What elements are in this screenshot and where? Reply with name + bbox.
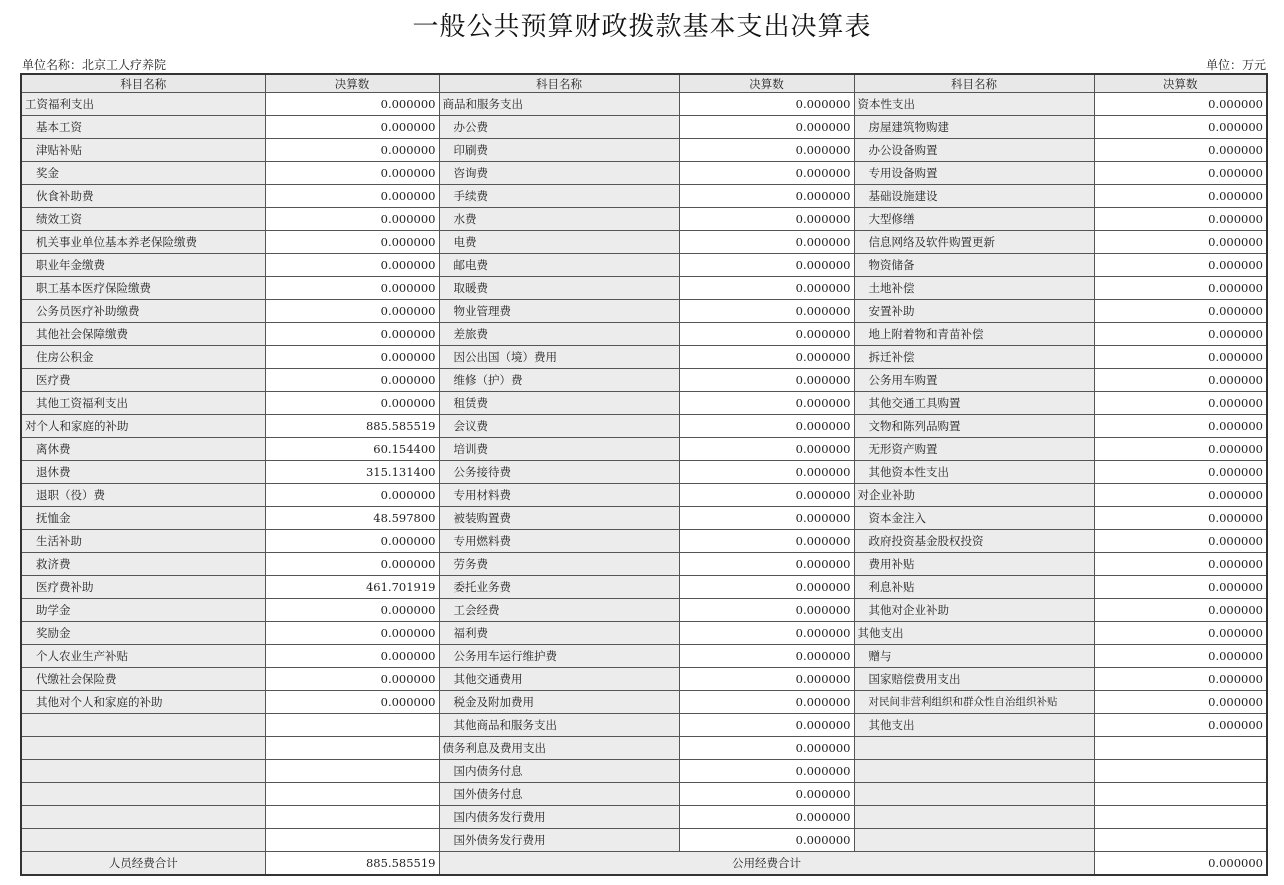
item-value-cell: 0.000000: [265, 484, 439, 507]
item-value-cell: 0.000000: [1094, 438, 1267, 461]
item-value-cell: 0.000000: [679, 760, 854, 783]
table-row: [21, 415, 1267, 438]
table-row: [21, 461, 1267, 484]
item-name-cell: 信息网络及软件购置更新: [854, 231, 1094, 254]
item-value-cell: 0.000000: [1094, 162, 1267, 185]
table-row: [21, 93, 1267, 116]
table-row: [21, 162, 1267, 185]
header-cell: 决算数: [679, 74, 854, 93]
item-value-cell: 0.000000: [679, 277, 854, 300]
item-name-cell: 专用材料费: [439, 484, 679, 507]
table-row: [21, 737, 1267, 760]
item-name-cell: 住房公积金: [21, 346, 265, 369]
item-name-cell: 资本金注入: [854, 507, 1094, 530]
item-value-cell: 0.000000: [1094, 300, 1267, 323]
item-value-cell: 885.585519: [265, 415, 439, 438]
item-value-cell: 0.000000: [1094, 415, 1267, 438]
item-name-cell: 租赁费: [439, 392, 679, 415]
table-row: [21, 116, 1267, 139]
item-value-cell: 0.000000: [679, 484, 854, 507]
item-value-cell: [1094, 806, 1267, 829]
item-name-cell: 助学金: [21, 599, 265, 622]
table-row: [21, 645, 1267, 668]
item-value-cell: [1094, 760, 1267, 783]
item-name-cell: [854, 806, 1094, 829]
item-value-cell: 0.000000: [1094, 553, 1267, 576]
item-value-cell: 315.131400: [265, 461, 439, 484]
item-value-cell: 0.000000: [1094, 139, 1267, 162]
item-value-cell: 0.000000: [679, 93, 854, 116]
item-value-cell: 0.000000: [265, 392, 439, 415]
table-row: [21, 185, 1267, 208]
item-value-cell: 0.000000: [679, 691, 854, 714]
item-value-cell: 0.000000: [1094, 576, 1267, 599]
item-name-cell: 退休费: [21, 461, 265, 484]
item-value-cell: 0.000000: [265, 553, 439, 576]
item-name-cell: 差旅费: [439, 323, 679, 346]
item-value-cell: 0.000000: [679, 553, 854, 576]
item-value-cell: 0.000000: [265, 185, 439, 208]
item-name-cell: 费用补贴: [854, 553, 1094, 576]
item-name-cell: 其他对个人和家庭的补助: [21, 691, 265, 714]
item-value-cell: 0.000000: [679, 254, 854, 277]
table-body: [21, 93, 1267, 852]
item-value-cell: 0.000000: [265, 369, 439, 392]
item-name-cell: 其他工资福利支出: [21, 392, 265, 415]
item-name-cell: 伙食补助费: [21, 185, 265, 208]
item-name-cell: 对个人和家庭的补助: [21, 415, 265, 438]
table-row: [21, 277, 1267, 300]
item-name-cell: 奖励金: [21, 622, 265, 645]
item-name-cell: 国内债务发行费用: [439, 806, 679, 829]
item-value-cell: 0.000000: [679, 231, 854, 254]
item-name-cell: 对企业补助: [854, 484, 1094, 507]
item-name-cell: 绩效工资: [21, 208, 265, 231]
item-name-cell: 手续费: [439, 185, 679, 208]
item-name-cell: 劳务费: [439, 553, 679, 576]
item-name-cell: 委托业务费: [439, 576, 679, 599]
item-value-cell: 0.000000: [1094, 530, 1267, 553]
item-name-cell: [21, 806, 265, 829]
item-value-cell: 0.000000: [1094, 185, 1267, 208]
header-cell: 科目名称: [439, 74, 679, 93]
unit-name: 单位名称：北京工人疗养院: [22, 58, 167, 72]
item-value-cell: 0.000000: [679, 507, 854, 530]
table-row: [21, 553, 1267, 576]
item-value-cell: 0.000000: [1094, 691, 1267, 714]
item-value-cell: 0.000000: [1094, 277, 1267, 300]
table-row: [21, 392, 1267, 415]
item-value-cell: 0.000000: [679, 323, 854, 346]
header-row: [21, 74, 1267, 93]
totals-row: [21, 852, 1267, 876]
header-cell: 决算数: [1094, 74, 1267, 93]
item-name-cell: [854, 737, 1094, 760]
personnel-total-label: 人员经费合计: [21, 852, 265, 876]
item-name-cell: 地上附着物和青苗补偿: [854, 323, 1094, 346]
item-value-cell: 0.000000: [265, 208, 439, 231]
item-value-cell: 0.000000: [679, 530, 854, 553]
item-value-cell: [265, 714, 439, 737]
item-name-cell: 国外债务付息: [439, 783, 679, 806]
table-row: [21, 829, 1267, 852]
item-value-cell: 0.000000: [1094, 116, 1267, 139]
table-row: [21, 438, 1267, 461]
item-name-cell: 国内债务付息: [439, 760, 679, 783]
item-value-cell: 0.000000: [679, 415, 854, 438]
item-value-cell: 0.000000: [1094, 369, 1267, 392]
item-value-cell: [1094, 829, 1267, 852]
item-value-cell: 0.000000: [679, 346, 854, 369]
item-value-cell: 0.000000: [679, 668, 854, 691]
item-name-cell: 物资储备: [854, 254, 1094, 277]
item-value-cell: 0.000000: [1094, 392, 1267, 415]
item-value-cell: 0.000000: [265, 691, 439, 714]
item-name-cell: 拆迁补偿: [854, 346, 1094, 369]
item-value-cell: 0.000000: [265, 231, 439, 254]
item-value-cell: 0.000000: [679, 185, 854, 208]
item-name-cell: 安置补助: [854, 300, 1094, 323]
item-value-cell: 0.000000: [679, 737, 854, 760]
item-value-cell: 0.000000: [679, 806, 854, 829]
item-name-cell: 咨询费: [439, 162, 679, 185]
item-name-cell: [854, 829, 1094, 852]
item-name-cell: 会议费: [439, 415, 679, 438]
item-name-cell: 公务员医疗补助缴费: [21, 300, 265, 323]
item-value-cell: 461.701919: [265, 576, 439, 599]
table-row: [21, 806, 1267, 829]
item-value-cell: 0.000000: [679, 162, 854, 185]
table-row: [21, 484, 1267, 507]
item-name-cell: 利息补贴: [854, 576, 1094, 599]
item-name-cell: 房屋建筑物购建: [854, 116, 1094, 139]
item-name-cell: 津贴补贴: [21, 139, 265, 162]
item-value-cell: 0.000000: [679, 116, 854, 139]
item-value-cell: 48.597800: [265, 507, 439, 530]
item-value-cell: 0.000000: [679, 392, 854, 415]
table-row: [21, 530, 1267, 553]
item-value-cell: 0.000000: [1094, 208, 1267, 231]
table-row: [21, 714, 1267, 737]
table-row: [21, 231, 1267, 254]
item-name-cell: 政府投资基金股权投资: [854, 530, 1094, 553]
item-name-cell: 其他交通工具购置: [854, 392, 1094, 415]
item-value-cell: 0.000000: [265, 668, 439, 691]
item-name-cell: 无形资产购置: [854, 438, 1094, 461]
item-value-cell: 60.154400: [265, 438, 439, 461]
personnel-total-value: 885.585519: [265, 852, 439, 876]
item-value-cell: [265, 806, 439, 829]
item-value-cell: 0.000000: [265, 93, 439, 116]
item-name-cell: 专用设备购置: [854, 162, 1094, 185]
item-name-cell: 其他交通费用: [439, 668, 679, 691]
item-value-cell: [265, 737, 439, 760]
item-value-cell: 0.000000: [1094, 346, 1267, 369]
item-name-cell: 取暖费: [439, 277, 679, 300]
table-row: [21, 783, 1267, 806]
item-name-cell: 专用燃料费: [439, 530, 679, 553]
page-title: 一般公共预算财政拨款基本支出决算表: [412, 12, 872, 42]
item-name-cell: 赠与: [854, 645, 1094, 668]
table-row: [21, 622, 1267, 645]
item-name-cell: 退职（役）费: [21, 484, 265, 507]
item-name-cell: 医疗费: [21, 369, 265, 392]
item-name-cell: 其他支出: [854, 714, 1094, 737]
item-value-cell: 0.000000: [1094, 231, 1267, 254]
item-value-cell: 0.000000: [679, 208, 854, 231]
item-name-cell: [21, 737, 265, 760]
item-name-cell: 因公出国（境）费用: [439, 346, 679, 369]
item-name-cell: 机关事业单位基本养老保险缴费: [21, 231, 265, 254]
table-row: [21, 507, 1267, 530]
item-value-cell: 0.000000: [265, 622, 439, 645]
item-value-cell: 0.000000: [265, 645, 439, 668]
item-value-cell: 0.000000: [1094, 484, 1267, 507]
item-name-cell: 维修（护）费: [439, 369, 679, 392]
item-name-cell: 资本性支出: [854, 93, 1094, 116]
header-cell: 决算数: [265, 74, 439, 93]
item-name-cell: 培训费: [439, 438, 679, 461]
item-value-cell: 0.000000: [1094, 507, 1267, 530]
item-value-cell: 0.000000: [679, 461, 854, 484]
item-name-cell: 其他商品和服务支出: [439, 714, 679, 737]
item-value-cell: 0.000000: [265, 300, 439, 323]
item-name-cell: 其他资本性支出: [854, 461, 1094, 484]
item-name-cell: [21, 783, 265, 806]
item-value-cell: 0.000000: [679, 576, 854, 599]
item-name-cell: 公务用车购置: [854, 369, 1094, 392]
table-row: [21, 691, 1267, 714]
item-name-cell: 其他支出: [854, 622, 1094, 645]
item-name-cell: 国外债务发行费用: [439, 829, 679, 852]
table-row: [21, 599, 1267, 622]
table-row: [21, 668, 1267, 691]
item-value-cell: 0.000000: [1094, 622, 1267, 645]
item-name-cell: 工资福利支出: [21, 93, 265, 116]
item-name-cell: [21, 760, 265, 783]
item-name-cell: 生活补助: [21, 530, 265, 553]
item-value-cell: [265, 829, 439, 852]
item-value-cell: 0.000000: [1094, 668, 1267, 691]
item-value-cell: 0.000000: [265, 277, 439, 300]
item-value-cell: 0.000000: [265, 599, 439, 622]
item-name-cell: [854, 760, 1094, 783]
item-name-cell: 基本工资: [21, 116, 265, 139]
item-name-cell: 救济费: [21, 553, 265, 576]
item-value-cell: 0.000000: [265, 254, 439, 277]
item-value-cell: 0.000000: [1094, 93, 1267, 116]
item-value-cell: 0.000000: [1094, 599, 1267, 622]
table-row: [21, 576, 1267, 599]
item-name-cell: [21, 829, 265, 852]
item-value-cell: 0.000000: [679, 139, 854, 162]
item-value-cell: 0.000000: [265, 323, 439, 346]
item-name-cell: 基础设施建设: [854, 185, 1094, 208]
item-value-cell: 0.000000: [1094, 714, 1267, 737]
item-name-cell: 职工基本医疗保险缴费: [21, 277, 265, 300]
item-value-cell: 0.000000: [1094, 461, 1267, 484]
item-name-cell: 离休费: [21, 438, 265, 461]
item-name-cell: 公务用车运行维护费: [439, 645, 679, 668]
item-name-cell: 文物和陈列品购置: [854, 415, 1094, 438]
table-row: [21, 254, 1267, 277]
item-name-cell: 办公费: [439, 116, 679, 139]
item-name-cell: 福利费: [439, 622, 679, 645]
item-name-cell: 奖金: [21, 162, 265, 185]
item-value-cell: 0.000000: [679, 714, 854, 737]
item-value-cell: 0.000000: [679, 599, 854, 622]
item-name-cell: 被装购置费: [439, 507, 679, 530]
header-cell: 科目名称: [21, 74, 265, 93]
item-name-cell: 印刷费: [439, 139, 679, 162]
item-value-cell: 0.000000: [679, 369, 854, 392]
item-value-cell: 0.000000: [679, 829, 854, 852]
item-name-cell: 个人农业生产补贴: [21, 645, 265, 668]
item-name-cell: 大型修缮: [854, 208, 1094, 231]
unit-label: 单位：万元: [1205, 58, 1266, 72]
item-name-cell: 邮电费: [439, 254, 679, 277]
item-name-cell: [854, 783, 1094, 806]
item-name-cell: 医疗费补助: [21, 576, 265, 599]
table-row: [21, 300, 1267, 323]
item-value-cell: 0.000000: [1094, 323, 1267, 346]
item-value-cell: 0.000000: [265, 530, 439, 553]
item-name-cell: 办公设备购置: [854, 139, 1094, 162]
item-value-cell: 0.000000: [265, 139, 439, 162]
item-value-cell: 0.000000: [1094, 254, 1267, 277]
item-value-cell: 0.000000: [265, 162, 439, 185]
item-name-cell: 商品和服务支出: [439, 93, 679, 116]
item-name-cell: [21, 714, 265, 737]
item-value-cell: 0.000000: [265, 116, 439, 139]
item-name-cell: 公务接待费: [439, 461, 679, 484]
item-value-cell: [1094, 737, 1267, 760]
table-row: [21, 369, 1267, 392]
item-value-cell: [1094, 783, 1267, 806]
item-name-cell: 其他社会保障缴费: [21, 323, 265, 346]
item-name-cell: 电费: [439, 231, 679, 254]
item-name-cell: 职业年金缴费: [21, 254, 265, 277]
expenditure-table: [20, 73, 1268, 876]
item-name-cell: 抚恤金: [21, 507, 265, 530]
public-total-label: 公用经费合计: [439, 852, 1094, 876]
table-row: [21, 208, 1267, 231]
table-row: [21, 760, 1267, 783]
table-row: [21, 346, 1267, 369]
table-row: [21, 139, 1267, 162]
item-name-cell: 其他对企业补助: [854, 599, 1094, 622]
item-name-cell: 国家赔偿费用支出: [854, 668, 1094, 691]
item-name-cell: 水费: [439, 208, 679, 231]
header-cell: 科目名称: [854, 74, 1094, 93]
item-name-cell: 对民间非营利组织和群众性自治组织补贴: [854, 691, 1094, 714]
item-name-cell: 物业管理费: [439, 300, 679, 323]
item-value-cell: 0.000000: [679, 300, 854, 323]
item-value-cell: [265, 783, 439, 806]
item-value-cell: 0.000000: [679, 783, 854, 806]
item-value-cell: 0.000000: [679, 438, 854, 461]
table-row: [21, 323, 1267, 346]
item-value-cell: 0.000000: [679, 622, 854, 645]
public-total-value: 0.000000: [1094, 852, 1267, 876]
item-name-cell: 土地补偿: [854, 277, 1094, 300]
item-value-cell: 0.000000: [679, 645, 854, 668]
item-value-cell: 0.000000: [265, 346, 439, 369]
item-name-cell: 工会经费: [439, 599, 679, 622]
item-name-cell: 税金及附加费用: [439, 691, 679, 714]
item-name-cell: 代缴社会保险费: [21, 668, 265, 691]
item-value-cell: 0.000000: [1094, 645, 1267, 668]
item-value-cell: [265, 760, 439, 783]
item-name-cell: 债务利息及费用支出: [439, 737, 679, 760]
